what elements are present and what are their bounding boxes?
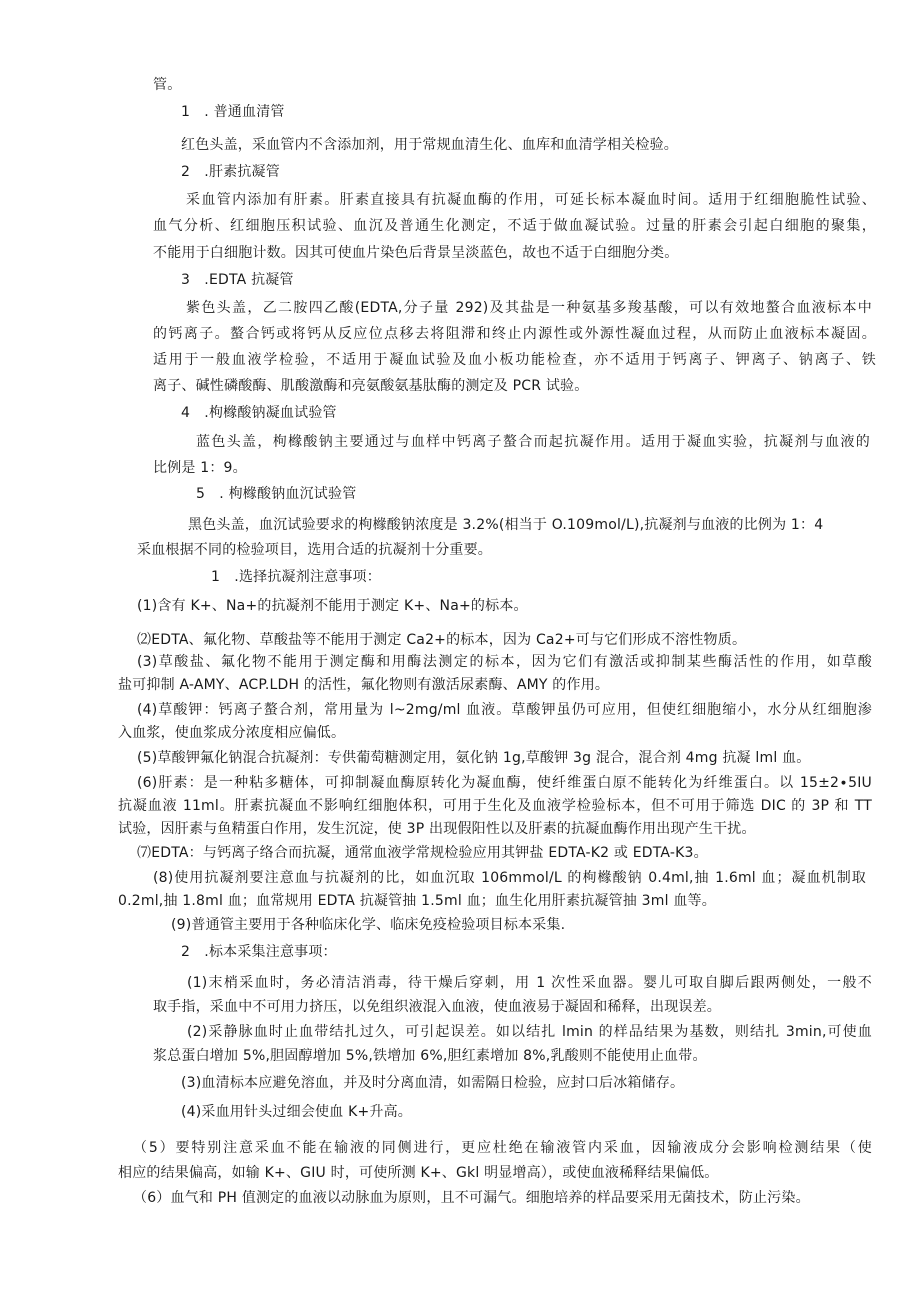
text-line: 管。 (153, 77, 182, 93)
text-line: 紫色头盖，乙二胺四乙酸(EDTA,分子量 292)及其盐是一种氨基多羧基酸，可以有效地螯合血液标本中 (186, 300, 872, 316)
list-item: (6)肝素：是一种粘多糖体，可抑制凝血酶原转化为凝血酶，使纤维蛋白原不能转化为纤维蛋白。以 15±2∙5IU (137, 775, 872, 791)
text-line: 蓝色头盖，枸橼酸钠主要通过与血样中钙离子螯合而起抗凝作用。适用于凝血实验，抗凝剂与血液的 (196, 434, 870, 450)
list-item: (1)末梢采血时，务必清洁消毒，待干燥后穿刺，用 1 次性采血器。婴儿可取自脚后跟两侧处，一般不 (187, 975, 872, 991)
list-item: ⑵EDTA、氟化物、草酸盐等不能用于测定 Ca2+的标本，因为 Ca2+可与它们形成不溶性物质。 (137, 632, 747, 648)
section-heading: 1 . 普通血清管 (181, 104, 285, 120)
text-line: 红色头盖，采血管内不含添加剂，用于常规血清生化、血库和血清学相关检验。 (181, 137, 678, 153)
text-line: 采血管内添加有肝素。肝素直接具有抗凝血酶的作用，可延长标本凝血时间。适用于红细胞脆性试验、 (186, 192, 876, 208)
list-item: (2)采静脉血时止血带结扎过久，可引起误差。如以结扎 lmin 的样品结果为基数，则结扎 3min,可使血 (187, 1024, 872, 1040)
list-item: (3)草酸盐、氟化物不能用于测定酶和用酶法测定的标本，因为它们有激活或抑制某些酶活性的作用，如草酸 (137, 654, 872, 670)
list-item: （6）血气和 PH 值测定的血液以动脉血为原则，且不可漏气。细胞培养的样品要采用无菌技术，防止污染。 (133, 1190, 810, 1206)
section-heading: 3 .EDTA 抗凝管 (181, 272, 294, 288)
text-line: 盐可抑制 A-AMY、ACP.LDH 的活性，氟化物则有激活尿素酶、AMY 的作用。 (118, 677, 610, 693)
text-line: 适用于一般血液学检验，不适用于凝血试验及血小板功能检查，亦不适用于钙离子、钾离子、钠离子、铁 (153, 352, 876, 368)
text-line: 的钙离子。螯合钙或将钙从反应位点移去将阻滞和终止内源性或外源性凝血过程，从而防止血液标本凝固。 (153, 326, 876, 342)
list-item: (5)草酸钾氟化钠混合抗凝剂：专供葡萄糖测定用，氨化钠 1g,草酸钾 3g 混合，混合剂 4mg 抗凝 lml 血。 (137, 750, 811, 766)
list-item: (1)含有 K+、Na+的抗凝剂不能用于测定 K+、Na+的标本。 (137, 598, 528, 614)
text-line: 离子、碱性磷酸酶、肌酸激酶和亮氨酸氨基肽酶的测定及 PCR 试验。 (153, 378, 589, 394)
section-heading: 1 .选择抗凝剂注意事项： (211, 569, 381, 585)
list-item: （5）要特别注意采血不能在输液的同侧进行，更应杜绝在输液管内采血，因输液成分会影响检测结果（使 (133, 1140, 872, 1156)
text-line: 取手指，采血中不可用力挤压，以免组织液混入血液，使血液易于凝固和稀释，出现误差。 (153, 999, 721, 1015)
list-item: (4)采血用针头过细会使血 K+升高。 (181, 1104, 412, 1120)
section-heading: 2 .标本采集注意事项： (181, 944, 337, 960)
text-line: 抗凝血液 11ml。肝素抗凝血不影响红细胞体积，可用于生化及血液学检验标本，但不可用于筛选 DIC 的 3P 和 TT (118, 798, 872, 814)
text-line: 不能用于白细胞计数。因其可使血片染色后背景呈淡蓝色，故也不适于白细胞分类。 (153, 245, 679, 261)
list-item: ⑺EDTA：与钙离子络合而抗凝，通常血液学常规检验应用其钾盐 EDTA-K2 或 EDTA-K3。 (137, 845, 708, 861)
text-line: 黑色头盖，血沉试验要求的枸橼酸钠浓度是 3.2%(相当于 O.109mol/L),抗凝剂与血液的比例为 1：4 (188, 517, 824, 533)
text-line: 血气分析、红细胞压积试验、血沉及普通生化测定，不适于做血凝试验。过量的肝素会引起白细胞的聚集， (153, 218, 876, 234)
text-line: 试验，因肝素与鱼精蛋白作用，发生沉淀，使 3P 出现假阳性以及肝素的抗凝血酶作用出现产生干扰。 (118, 821, 756, 837)
list-item: (8)使用抗凝剂要注意血与抗凝剂的比，如血沉取 106mmol/L 的枸橼酸钠 0.4ml,抽 1.6ml 血；凝血机制取 (153, 870, 866, 886)
text-line: 0.2ml,抽 1.8ml 血；血常规用 EDTA 抗凝管抽 1.5ml 血；血生化用肝素抗凝管抽 3ml 血等。 (118, 893, 716, 909)
text-line: 比例是 1：9。 (153, 460, 247, 476)
text-line: 相应的结果偏高，如输 K+、GIU 时，可使所测 K+、Gkl 明显增高），或使血液稀释结果偏低。 (118, 1165, 719, 1181)
list-item: (9)普通管主要用于各种临床化学、临床免疫检验项目标本采集. (171, 917, 566, 933)
list-item: (4)草酸钾：钙离子螯合剂，常用量为 l~2mg/ml 血液。草酸钾虽仍可应用，但使红细胞缩小，水分从红细胞渗 (137, 702, 872, 718)
section-heading: 4 .枸橼酸钠凝血试验管 (181, 405, 337, 421)
section-heading: 2 .肝素抗凝管 (181, 164, 280, 180)
text-line: 浆总蛋白增加 5%,胆固醇增加 5%,铁增加 6%,胆红素增加 8%,乳酸则不能使用止血带。 (153, 1048, 707, 1064)
text-line: 入血浆，使血浆成分浓度相应偏低。 (118, 725, 346, 741)
section-heading: 5 . 枸橼酸钠血沉试验管 (196, 486, 357, 502)
text-line: 采血根据不同的检验项目，选用合适的抗凝剂十分重要。 (137, 542, 492, 558)
list-item: (3)血清标本应避免溶血，并及时分离血清，如需隔日检验，应封口后冰箱储存。 (181, 1075, 685, 1091)
